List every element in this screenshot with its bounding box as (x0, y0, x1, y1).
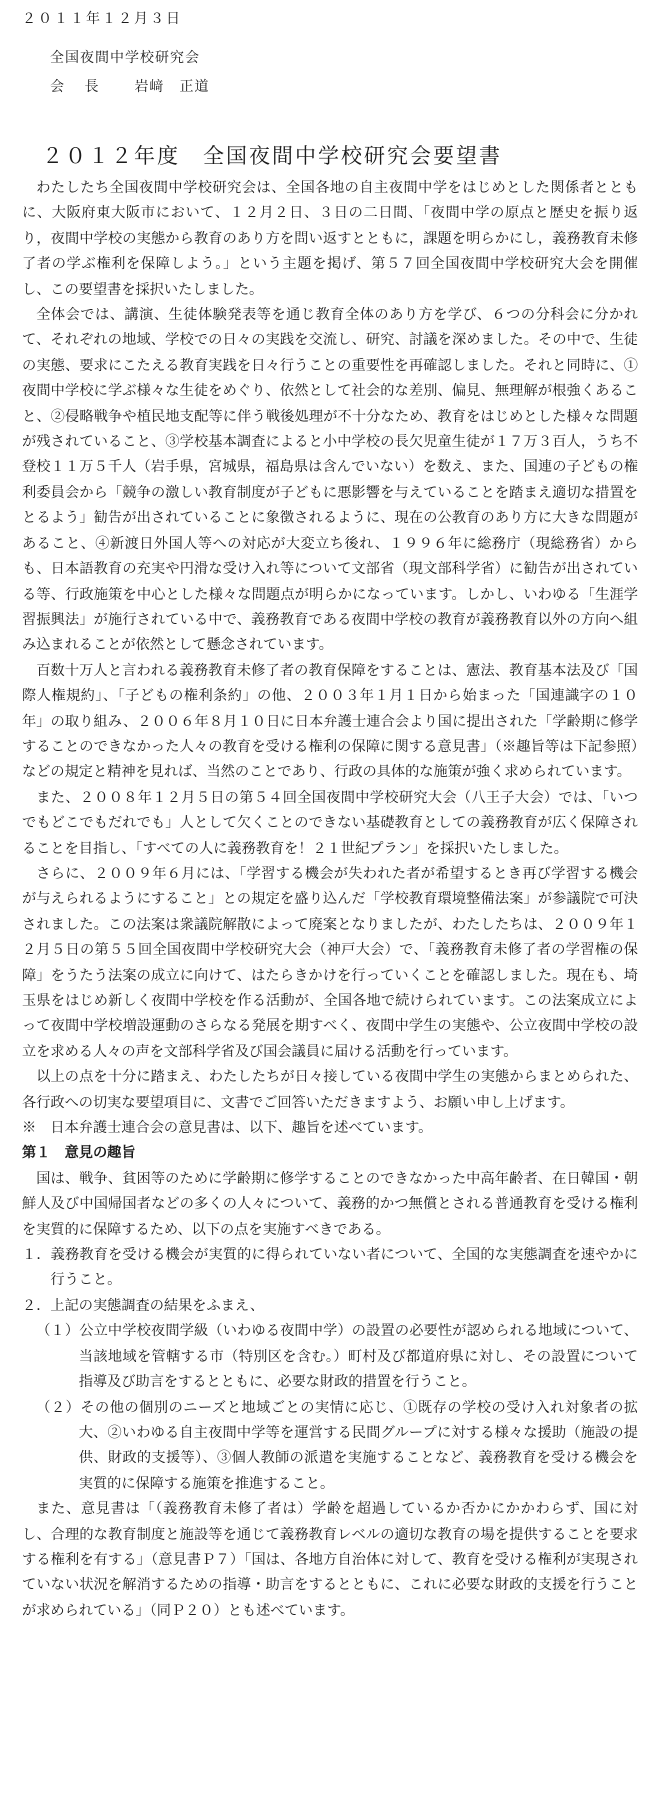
list-item-1: １．義務教育を受ける機会が実質的に得られていない者について、全国的な実態調査を速やかに行うこと。 (22, 1247, 638, 1289)
signatory-role: 会 長 (50, 79, 107, 95)
signatory-name: 岩﨑 正道 (134, 79, 210, 95)
document-body (22, 176, 638, 1624)
note-bar-association: ※ 日本弁護士連合会の意見書は、以下、趣旨を述べています。 (22, 1120, 433, 1137)
sender-block (50, 44, 209, 102)
section-heading-purpose: 第１ 意見の趣旨 (22, 1145, 136, 1162)
paragraph-plenary: 全体会では、講演、生徒体験発表等を通じ教育全体のあり方を学び、６つの分科会に分かれて、それぞれの地域、学校での日々の実践を交流し、研究、討議を深めました。その中で、生徒の実態、要求にこたえる教育実践を日々行うことの重要性を再確認しました。それと同時に、①夜間中学校に学ぶ様々な生徒をめぐり、依然として社会的な差別、偏見、無理解が根強くあること、②侵略戦争や植民地支配等に伴う戦後処理が不十分なため、教育をはじめとした様々な問題が残されていること、③学校基本調査によると小中学校の長欠児童生徒が１７万３百人，うち不登校１１万５千人（岩手県，宮城県，福島県は含んでいない）を数え、また、国連の子どもの権利委員会から「競争の激しい教育制度が子どもに悪影響を与えていることを踏まえ適切な措置をとるよう」勧告が出されていることに象徴されるように、現在の公教育のあり方に大きな問題があること、④新渡日外国人等への対応が大変立ち後れ、１９９６年に総務庁（現総務省）からも、日本語教育の充実や円滑な受け入れ等について文部省（現文部科学省）に勧告が出されている等、行政施策を中心とした様々な問題点が明らかになっています。しかし、いわゆる「生涯学習振興法」が施行されている中で、義務教育である夜間中学校の教育が義務教育以外の方向へ組み込まれることが依然として懸念されています。 (22, 307, 638, 654)
paragraph-intro: わたしたち全国夜間中学校研究会は、全国各地の自主夜間中学をはじめとした関係者とともに、大阪府東大阪市において、１２月２日、３日の二日間、「夜間中学の原点と歴史を振り返り，夜間中学校の実態から教育のあり方を問い返すとともに，課題を明らかにし，義務教育未修了者の学ぶ権利を保障しよう。」という主題を掲げ、第５７回全国夜間中学校研究大会を開催し、この要望書を採択いたしました。 (22, 180, 638, 298)
document-date: ２０１１年１２月３日 (22, 11, 182, 27)
document-title: ２０１２年度 全国夜間中学校研究会要望書 (42, 144, 502, 168)
paragraph-request: 以上の点を十分に踏まえ、わたしたちが日々接している夜間中学生の実態からまとめられた、各行政への切実な要望項目に、文書でご回答いただきますよう、お願い申し上げます。 (22, 1069, 638, 1111)
sub-item-2: （２）その他の個別のニーズと地域ごとの実情に応じ、①既存の学校の受け入れ対象者の拡大、②いわゆる自主夜間中学等を運営する民間グループに対する様々な援助（施設の提供、財政的支援等）、③個人教師の派遣を実施することなど、義務教育を受ける機会を実質的に保障する施策を推進すること。 (36, 1399, 638, 1492)
list-item-2: ２．上記の実態調査の結果をふまえ、 (22, 1297, 265, 1314)
sub-item-1: （１）公立中学校夜間学級（いわゆる夜間中学）の設置の必要性が認められる地域について、当該地域を管轄する市（特別区を含む。）町村及び都道府県に対し、その設置について指導及び助言をするとともに、必要な財政的措置を行うこと。 (36, 1323, 638, 1391)
paragraph-opinion-purpose: 国は、戦争、貧困等のために学齢期に修学することのできなかった中高年齢者、在日韓国・朝鮮人及び中国帰国者などの多くの人々について、義務的かつ無償とされる普通教育を受ける権利を実質的に保障するため、以下の点を実施すべきである。 (22, 1170, 638, 1238)
paragraph-opinion-quote: また、意見書は「（義務教育未修了者は）学齢を超過しているか否かにかかわらず、国に対し、合理的な教育制度と施設等を通じて義務教育レベルの適切な教育の場を提供することを要求する権利を有する」（意見書Ｐ７）「国は、各地方自治体に対して、教育を受ける権利が実現されていない状況を解消するための指導・助言をするとともに、これに必要な財政的支援を行うことが求められている」（同Ｐ２０）とも述べています。 (22, 1501, 638, 1619)
paragraph-education-guarantee: 百数十万人と言われる義務教育未修了者の教育保障をすることは、憲法、教育基本法及び「国際人権規約」、「子どもの権利条約」の他、２００３年１月１日から始まった「国連識字の１０年」の取り組み、２００６年８月１０日に日本弁護士連合会より国に提出された「学齢期に修学することのできなかった人々の教育を受ける権利の保障に関する意見書」（※趣旨等は下記参照）などの規定と精神を見れば、当然のことであり、行政の具体的な施策が強く求められています。 (22, 662, 638, 781)
organization-name: 全国夜間中学校研究会 (50, 50, 200, 66)
paragraph-2009-bill: さらに、２００９年６月には、「学習する機会が失われた者が希望するとき再び学習する機会が与えられるようにすること」との規定を盛り込んだ「学校教育環境整備法案」が参議院で可決されました。この法案は衆議院解散によって廃案となりましたが、わたしたちは、２００９年１２月５日の第５５回全国夜間中学校研究大会（神戸大会）で、「義務教育未修了者の学習権の保障」をうたう法案の成立に向けて、はたらきかけを行っていくことを確認しました。現在も、埼玉県をはじめ新しく夜間中学校を作る活動が、全国各地で続けられています。この法案成立によって夜間中学校増設運動のさらなる発展を期すべく、夜間中学生の実態や、公立夜間中学校の設立を求める人々の声を文部科学省及び国会議員に届ける活動を行っています。 (22, 865, 638, 1060)
signatory-line (50, 73, 209, 102)
paragraph-2008-conference: また、２００８年１２月５日の第５４回全国夜間中学校研究大会（八王子大会）では、「いつでもどこでもだれでも」人として欠くことのできない基礎教育としての義務教育が広く保障されることを目指し、「すべての人に義務教育を！２１世紀プラン」を採択いたしました。 (22, 789, 638, 857)
